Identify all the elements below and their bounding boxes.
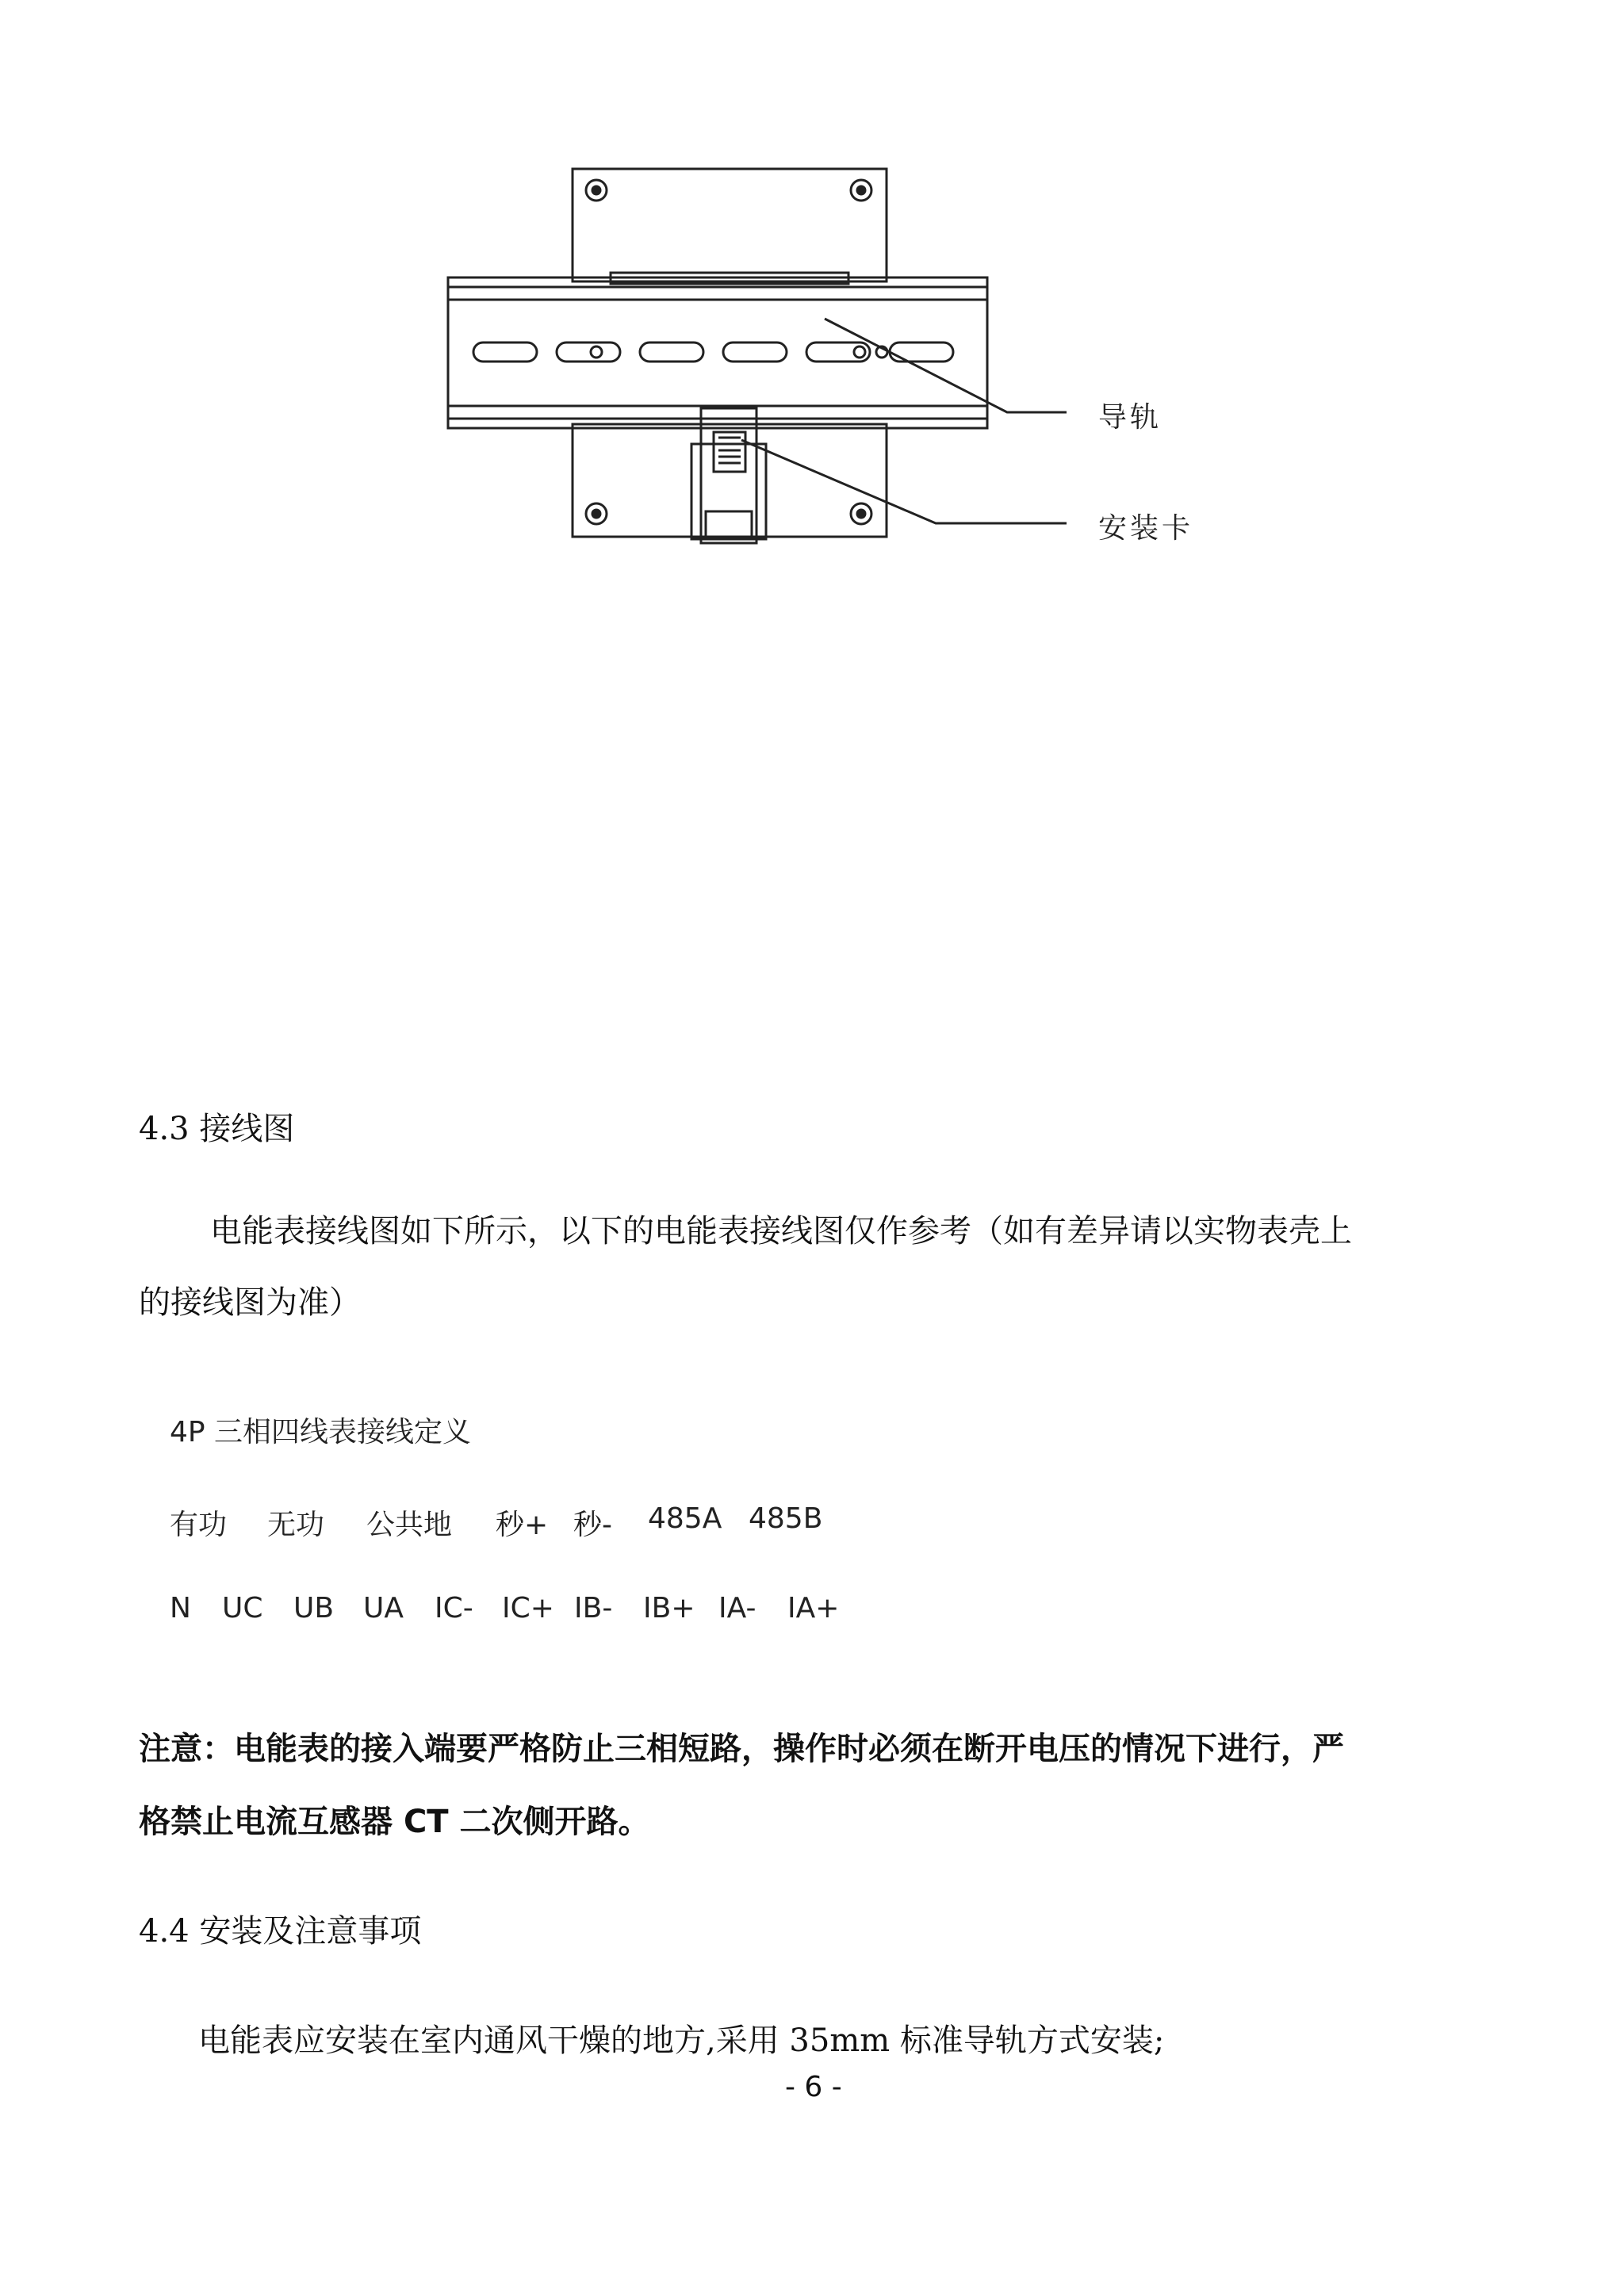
terminal-label: 485A xyxy=(648,1502,722,1535)
note-line xyxy=(139,1785,1503,1858)
terminal-label: N xyxy=(170,1592,191,1624)
page-number: - 6 - xyxy=(785,2071,842,2103)
section-4-4-heading: 4.4 安装及注意事项 xyxy=(139,1913,422,1950)
din-rail-mounting-diagram xyxy=(428,159,1221,555)
terminal-label: 秒- xyxy=(573,1509,612,1541)
note-line: 注意：电能表的接入端要严格防止三相短路，操作时必须在断开电压的情况下进行，严 xyxy=(139,1730,1344,1767)
meter-body-bottom xyxy=(573,424,887,537)
wiring-row-top xyxy=(170,1502,822,1543)
terminal-label: IB- xyxy=(574,1592,613,1624)
terminal-label: IA- xyxy=(718,1592,756,1624)
note-text: 二次侧开路。 xyxy=(448,1803,650,1840)
terminal-label: 有功 xyxy=(170,1509,228,1541)
terminal-label: 秒+ xyxy=(496,1509,549,1541)
rail-slot xyxy=(890,342,953,362)
section-4-3-heading: 4.3 接线图 xyxy=(139,1111,295,1147)
terminal-label: 485B xyxy=(749,1502,823,1535)
meter-body-top xyxy=(573,169,887,281)
rail-slot xyxy=(723,342,787,362)
safety-note xyxy=(139,1712,1503,1858)
wiring-title: 4P 三相四线表接线定义 xyxy=(170,1416,472,1448)
clip-leader-line xyxy=(741,440,1067,523)
section-4-3-paragraph xyxy=(139,1196,1487,1338)
paragraph-line: 的接线图为准） xyxy=(139,1284,361,1321)
terminal-label: IA+ xyxy=(787,1592,840,1624)
terminal-label: IB+ xyxy=(643,1592,695,1624)
rail-label: 导轨 xyxy=(1098,401,1162,434)
note-text: 格禁止电流互感器 xyxy=(139,1803,404,1840)
rail-slot xyxy=(557,342,620,362)
terminal-label: UA xyxy=(363,1592,404,1624)
terminal-label: UB xyxy=(293,1592,335,1624)
terminal-label: 公共地 xyxy=(366,1509,453,1541)
paragraph-line: 电能表接线图如下所示，以下的电能表接线图仅作参考（如有差异请以实物表壳上 xyxy=(210,1213,1352,1249)
wiring-row-bottom xyxy=(170,1592,839,1624)
rail-slot xyxy=(473,342,537,362)
rail-slot xyxy=(640,342,703,362)
terminal-label: IC- xyxy=(435,1592,473,1624)
rail-leader-line xyxy=(825,319,1067,412)
terminal-label: UC xyxy=(222,1592,263,1624)
terminal-label: IC+ xyxy=(502,1592,554,1624)
clip-label: 安装卡 xyxy=(1098,512,1194,545)
ct-label: CT xyxy=(403,1804,449,1840)
section-4-4-paragraph: 电能表应安装在室内通风干燥的地方,采用 35mm 标准导轨方式安装; xyxy=(198,2022,1165,2059)
terminal-label: 无功 xyxy=(267,1509,325,1541)
